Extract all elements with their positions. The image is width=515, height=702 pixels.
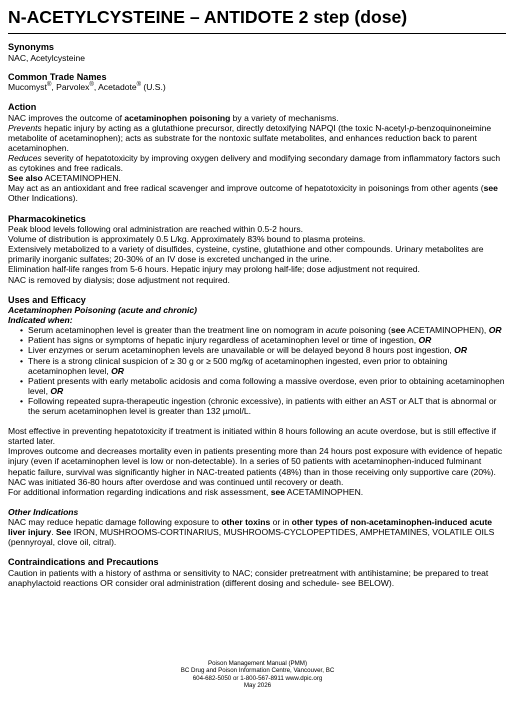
trade-name: Parvolex: [56, 82, 90, 93]
trade-names-text: Mucomyst®, Parvolex®, Acetadote® (U.S.): [8, 82, 166, 93]
indication-item: • Liver enzymes or serum acetaminophen levels are unavailable or will be delayed beyond 8 hours post ingestion, OR: [20, 345, 508, 355]
action-intro: NAC improves the outcome of acetaminophen poisoning by a variety of mechanisms.: [8, 112, 339, 123]
efficacy-paragraph: Improves outcome and decreases mortality even in patients presenting more than 24 hours post exposure with evidence of hepatic injury (even if acetaminophen level is low or non-detectable). In a series of 50 patients with acetaminophen-induced fulminant hepatic failure, survival was significantly higher in NAC-treated patients (48%) than in those receiving only supportive care (20%). NAC was initiated 36-80 hours after overdose and was continued until recovery or death.: [8, 446, 503, 487]
action-prevents: Prevents hepatic injury by acting as a glutathione precursor, directly detoxifying NAPQI (the toxic N-acetyl-p-benzoquinoneimine metabolite of acetaminophen); acts as substrate for the nontoxic sulfate metabolites, and enhances reduction back to parent acetaminophen.: [8, 122, 492, 153]
synonyms-heading: Synonyms: [8, 42, 54, 52]
contraindications-heading: Contraindications and Precautions: [8, 557, 159, 568]
indication-item: • Patient presents with early metabolic acidosis and coma following a massive overdose, even prior to obtaining acetaminophen level, OR: [20, 376, 508, 396]
indication-list: [8, 325, 508, 416]
efficacy-reference: For additional information regarding indications and risk assessment, see ACETAMINOPHEN.: [8, 486, 364, 497]
document-body: [8, 42, 508, 588]
pk-line: NAC is removed by dialysis; dose adjustment not required.: [8, 274, 230, 285]
other-indications-section: [8, 507, 508, 547]
action-section: [8, 102, 508, 203]
indication-item: • There is a strong clinical suspicion of ≥ 30 g or ≥ 500 mg/kg of acetaminophen ingested, even prior to obtaining acetaminophen level, OR: [20, 356, 508, 376]
registered-mark: ®: [46, 82, 52, 89]
other-indications-text: NAC may reduce hepatic damage following exposure to other toxins or in other types of non-acetaminophen-induced acute liver injury. See IRON, MUSHROOMS-CORTINARIUS, MUSHROOMS-CYCLOPEPTIDES, AMPHETAMINES, VOLATILE OILS (pennyroyal, clove oil, citral).: [8, 516, 495, 548]
trade-name: Acetadote: [98, 82, 137, 93]
action-see-also: See also ACETAMINOPHEN.: [8, 173, 121, 184]
pharmacokinetics-section: [8, 214, 508, 285]
contraindications-section: [8, 557, 508, 588]
uses-heading: Uses and Efficacy: [8, 294, 86, 305]
indication-item: • Patient has signs or symptoms of hepatic injury regardless of acetaminophen level or time of ingestion, OR: [20, 335, 508, 345]
synonyms-section: [8, 42, 508, 63]
pk-line: Elimination half-life ranges from 5-6 hours. Hepatic injury may prolong half-life; dose adjustment not required.: [8, 264, 420, 275]
other-indications-heading: Other Indications: [8, 506, 79, 517]
action-heading: Action: [8, 102, 37, 113]
title-underline: [8, 33, 506, 34]
footer-line: Poison Management Manual (PMM): [207, 660, 308, 667]
contraindications-text: Caution in patients with a history of asthma or sensitivity to NAC; consider pretreatment with antihistamine; be prepared to treat anaphylactoid reactions OR consider oral administration (different dosing and schedule- see BELOW).: [8, 567, 489, 588]
uses-section: [8, 295, 508, 497]
footer-line: BC Drug and Poison Information Centre, Vancouver, BC: [180, 667, 335, 675]
footer-line: 604-682-5050 or 1-800-567-8911 www.dpic.org: [192, 674, 323, 682]
indication-item: • Serum acetaminophen level is greater than the treatment line on nomogram in acute poisoning (see ACETAMINOPHEN), OR: [20, 325, 508, 335]
registered-mark: ®: [136, 82, 142, 89]
trade-name: Mucomyst: [8, 82, 47, 93]
pk-line: Volume of distribution is approximately 0.5 L/kg. Approximately 83% bound to plasma proteins.: [8, 234, 366, 245]
indication-item: • Following repeated supra-therapeutic ingestion (chronic excessive), in patients with either an AST or ALT that is abnormal or the serum acetaminophen level is greater than 132 µmol/L.: [20, 396, 508, 416]
action-reduces: Reduces severity of hepatotoxicity by improving oxygen delivery and modifying secondary damage from inflammatory factors such as cytokines and free radicals.: [8, 153, 501, 174]
indicated-when-label: Indicated when:: [8, 315, 73, 326]
pk-line: Peak blood levels following oral administration are reached within 0.5-2 hours.: [8, 224, 304, 235]
page-footer: [0, 660, 515, 690]
pk-line: Extensively metabolized to a variety of disulfides, cysteine, cystine, glutathione and other compounds. Urinary metabolites are primarily inorganic sulfates; 20-30% of an IV dose is excreted unchanged in the urine.: [8, 244, 484, 265]
footer-line: May 2026: [243, 682, 272, 690]
trade-names-heading: Common Trade Names: [8, 71, 107, 82]
action-antioxidant: May act as an antioxidant and free radical scavenger and improve outcome of hepatotoxicity in poisonings from other agents (see Other Indications).: [8, 183, 498, 204]
pharmacokinetics-heading: Pharmacokinetics: [8, 213, 86, 224]
synonyms-text: NAC, Acetylcysteine: [8, 52, 85, 63]
acetaminophen-subheading: Acetaminophen Poisoning (acute and chronic): [8, 305, 197, 316]
registered-mark: ®: [89, 82, 94, 89]
efficacy-paragraph: Most effective in preventing hepatotoxicity if treatment is initiated within 8 hours following an acute overdose, but is still effective if started later.: [8, 426, 497, 447]
page-title: N-ACETYLCYSTEINE – ANTIDOTE 2 step (dose): [8, 7, 408, 27]
trade-names-section: [8, 72, 508, 93]
